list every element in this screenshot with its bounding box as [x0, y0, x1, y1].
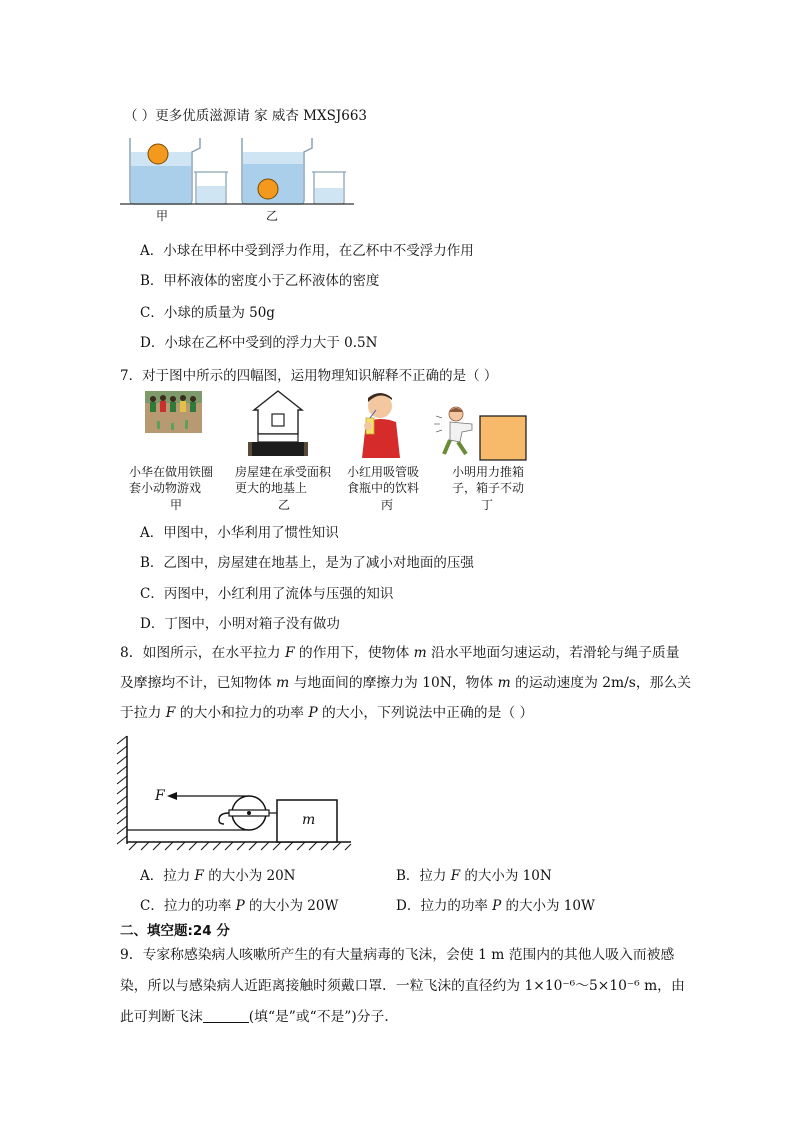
q8-option-a: A．拉力 F 的大小为 20N [140, 868, 296, 884]
force-arrow [167, 792, 177, 800]
block-label: m [302, 812, 316, 828]
q7-option-d: D．丁图中，小明对箱子没有做功 [140, 616, 340, 632]
caption-ding-1: 小明用力推箱 [452, 465, 525, 479]
q7-pushing-box [432, 406, 532, 462]
caption-yi-1: 房屋建在承受面积 [235, 465, 332, 479]
fig-label-jia: 甲 [156, 209, 169, 223]
answer-blank[interactable] [203, 1008, 249, 1023]
caption-jia-2: 套小动物游戏 [129, 481, 202, 495]
caption-jia-label: 甲 [170, 498, 183, 512]
caption-ding-2: 子，箱子不动 [452, 481, 525, 495]
caption-bing-label: 丙 [381, 498, 394, 512]
q7-option-c: C．丙图中，小红利用了流体与压强的知识 [140, 586, 394, 602]
q6-option-c: C．小球的质量为 50g [140, 305, 275, 321]
beaker-jia [130, 138, 200, 204]
q7-option-a: A．甲图中，小华利用了惯性知识 [140, 525, 339, 541]
box [480, 416, 526, 460]
q8-option-b: B．拉力 F 的大小为 10N [396, 868, 552, 884]
q8-stem-line2: 及摩擦均不计，已知物体 m 与地面间的摩擦力为 10N，物体 m 的运动速度为 2m/s，那么关 [120, 675, 692, 691]
section-heading: 二、填空题:24 分 [120, 923, 230, 939]
ball-jia [148, 144, 168, 164]
caption-bing-1: 小红用吸管吸 [347, 465, 420, 479]
caption-ding-label: 丁 [481, 498, 494, 512]
caption-yi-2: 更大的地基上 [235, 481, 308, 495]
q7-stem: 7．对于图中所示的四幅图，运用物理知识解释不正确的是（ ） [120, 368, 498, 384]
q8-pulley-figure [115, 732, 360, 852]
q6-figure [118, 134, 358, 224]
q6-option-d: D．小球在乙杯中受到的浮力大于 0.5N [140, 335, 378, 351]
q8-option-d: D．拉力的功率 P 的大小为 10W [396, 898, 595, 914]
ball-yi [258, 179, 278, 199]
q8-option-c: C．拉力的功率 P 的大小为 20W [140, 898, 339, 914]
q9-line2: 染，所以与感染病人近距离接触时须戴口罩．一粒飞沫的直径约为 1×10⁻⁶～5×10⁻⁶ m，由 [120, 978, 685, 994]
beaker-yi [242, 138, 312, 204]
small-beaker-yi [312, 172, 346, 204]
caption-bing-2: 食瓶中的饮料 [347, 481, 420, 495]
caption-jia-1: 小华在做用铁圈 [129, 465, 214, 479]
q7-child-drinking [354, 388, 412, 458]
q9-line3: 此可判断飞沫 (填“是”或“不是”)分子． [120, 1009, 399, 1025]
q6-option-a: A．小球在甲杯中受到浮力作用，在乙杯中不受浮力作用 [140, 243, 474, 259]
q7-house-figure [248, 388, 308, 460]
small-beaker-jia [194, 172, 228, 204]
force-label: F [155, 788, 165, 804]
q6-option-b: B．甲杯液体的密度小于乙杯液体的密度 [140, 273, 380, 289]
q7-option-b: B．乙图中，房屋建在地基上，是为了减小对地面的压强 [140, 555, 474, 571]
fig-label-yi: 乙 [266, 209, 279, 223]
q9-line1: 9．专家称感染病人咳嗽所产生的有大量病毒的飞沫，会使 1 m 范围内的其他人吸入而被感 [120, 947, 675, 963]
q8-stem-line3: 于拉力 F 的大小和拉力的功率 P 的大小，下列说法中正确的是（ ） [120, 705, 534, 721]
q6-stem-tail: （ ）更多优质滋源请 家 威杏 MXSJ663 [124, 108, 368, 124]
q7-photo-jia [145, 391, 202, 433]
q8-stem-line1: 8．如图所示，在水平拉力 F 的作用下，使物体 m 沿水平地面匀速运动，若滑轮与绳子质量 [120, 645, 680, 661]
caption-yi-label: 乙 [278, 498, 291, 512]
